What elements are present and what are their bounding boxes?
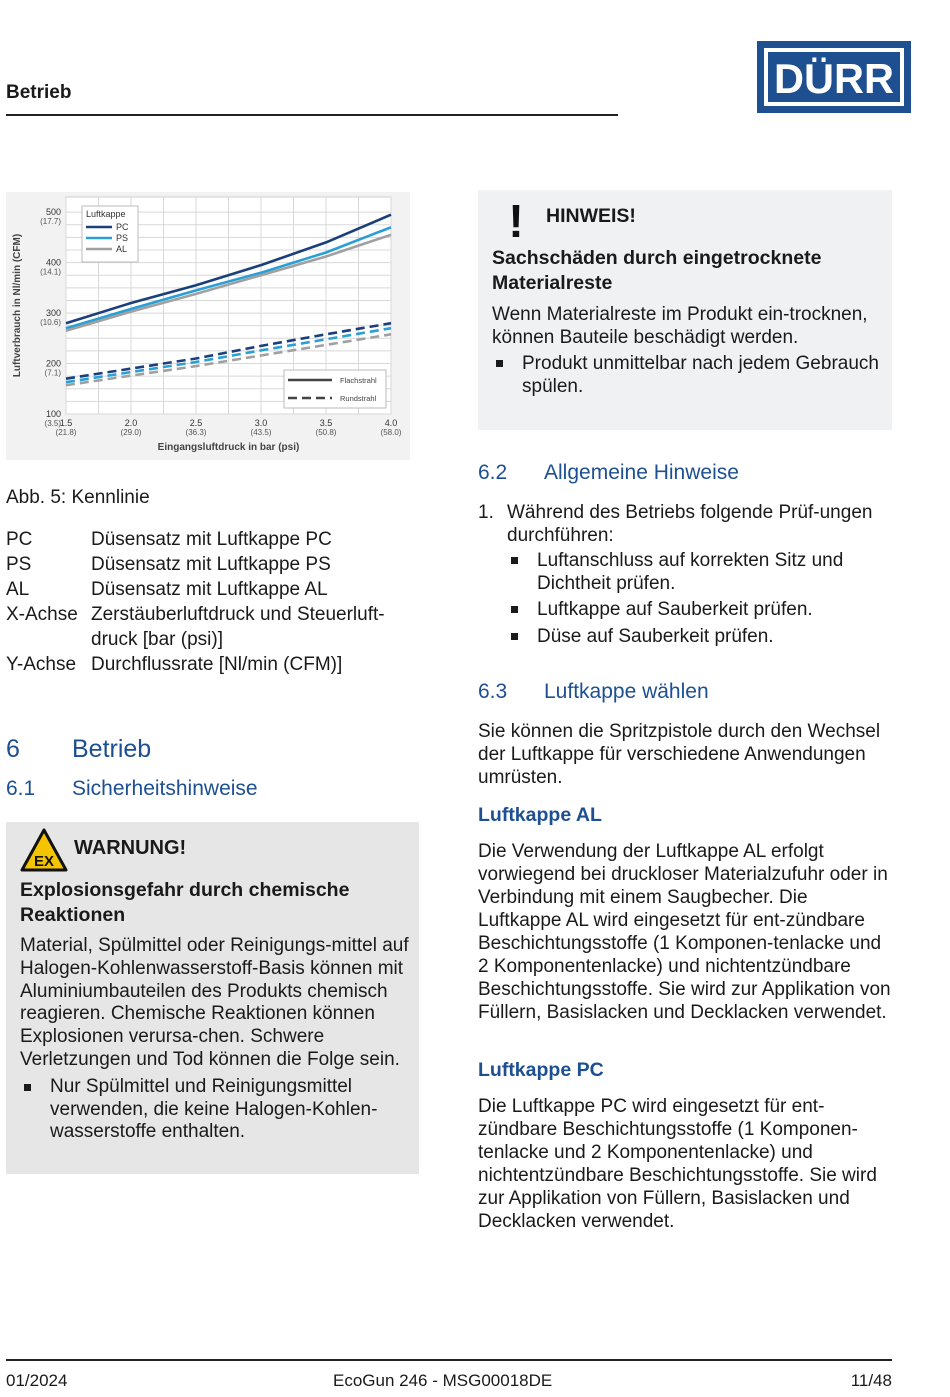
list-item: Luftkappe auf Sauberkeit prüfen.	[507, 598, 892, 621]
notice-body: Wenn Materialreste im Produkt ein-trocknen, können Bauteile beschädigt werden.	[492, 304, 868, 348]
explosion-warning-icon	[19, 827, 69, 873]
luftkappe-al-heading: Luftkappe AL	[478, 804, 602, 826]
legend-row-y-axis	[6, 652, 421, 677]
y-tick-sublabel: (17.7)	[40, 217, 61, 227]
warning-label: WARNUNG!	[74, 837, 187, 859]
notice-label: HINWEIS!	[546, 205, 636, 227]
list-item: Düse auf Sauberkeit prüfen.	[507, 625, 892, 648]
x-tick-sublabel: (36.3)	[185, 428, 207, 437]
x-tick-sublabel: (58.0)	[380, 428, 402, 437]
style-legend-flachstrahl: Flachstrahl	[340, 376, 377, 385]
y-tick-label: 300	[45, 308, 61, 319]
style-legend-rundstrahl: Rundstrahl	[340, 394, 377, 403]
legend-entry-ps: PS	[116, 233, 129, 243]
warning-body: Material, Spülmittel oder Reinigungs-mittel auf Halogen-Kohlenwasserstoff-Basis können mit Aluminiumbauteilen des Produkts chemisch reagieren. Chemische Reaktionen können Explosionen verursa-chen. Schwere Verletzungen und Tod können die Folge sein.	[20, 935, 409, 1070]
chart-svg	[6, 192, 410, 460]
footer-document-id: EcoGun 246 - MSG00018DE	[333, 1371, 553, 1390]
kennlinie-chart	[6, 192, 410, 460]
notice-icon-text: !	[508, 197, 524, 241]
legend-value: Düsensatz mit Luftkappe PS	[91, 554, 331, 575]
footer-divider	[6, 1359, 892, 1361]
warning-bullet: Nur Spülmittel und Reinigungsmittel verwenden, die keine Halogen-Kohlen-wasserstoffe enthalten.	[20, 1076, 415, 1144]
legend-key: PC	[6, 529, 33, 550]
legend-value: Durchflussrate [Nl/min (CFM)]	[91, 654, 343, 675]
x-tick-label: 2.5	[189, 418, 203, 428]
warning-body-block	[20, 935, 415, 1144]
notice-bullet: Produkt unmittelbar nach jedem Gebrauch spülen.	[492, 352, 887, 398]
luftkappe-pc-text: Die Luftkappe PC wird eingesetzt für ent-zündbare Beschichtungsstoffe (1 Komponen-tenlacke und 2 Komponentenlacke) und nichtentzündbare Beschichtungsstoffe. Sie wird zur Applikation von Füllern, Basislacken und Decklacken verwendet.	[478, 1096, 877, 1232]
legend-value: Düsensatz mit Luftkappe AL	[91, 579, 328, 600]
y-tick-label: 400	[45, 257, 61, 268]
section-heading-6-1	[6, 777, 258, 801]
legend-title: Luftkappe	[86, 209, 126, 219]
x-tick-label: 4.0	[384, 418, 398, 428]
list-item-number: 1.	[478, 502, 494, 523]
figure-legend-table	[6, 527, 421, 677]
y-tick-sublabel: (14.1)	[40, 267, 61, 277]
legend-row-x-axis	[6, 602, 421, 652]
y-tick-sublabel: (3.5)	[44, 419, 61, 428]
section-heading-6-2	[478, 461, 739, 485]
ordered-list-item	[478, 501, 892, 547]
warning-box	[6, 822, 419, 1174]
x-tick-sublabel: (43.5)	[250, 428, 272, 437]
section-number: 6.3	[478, 680, 508, 703]
x-tick-label: 3.0	[254, 418, 268, 428]
section-6-2-list	[478, 501, 892, 648]
legend-value: Düsensatz mit Luftkappe PC	[91, 529, 332, 550]
x-tick-sublabel: (50.8)	[315, 428, 337, 437]
legend-row-ps	[6, 552, 421, 577]
legend-row-al	[6, 577, 421, 602]
list-item: Luftanschluss auf korrekten Sitz und Dichtheit prüfen.	[507, 549, 892, 595]
notice-box	[478, 190, 892, 430]
exclamation-icon	[506, 197, 526, 241]
footer-page-number: 11/48	[850, 1371, 892, 1390]
chapter-heading	[6, 735, 151, 764]
section-heading-6-3	[478, 680, 709, 704]
y-axis-label: Luftverbrauch in Nl/min (CFM)	[12, 233, 23, 378]
notice-body-block	[492, 303, 887, 398]
legend-value: Zerstäuberluftdruck und Steuerluft-druck [bar (psi)]	[91, 604, 385, 650]
warning-heading: Explosionsgefahr durch chemische Reaktionen	[20, 879, 350, 926]
check-bullet-list	[478, 549, 892, 648]
x-tick-sublabel: (29.0)	[120, 428, 142, 437]
chapter-number: 6	[6, 735, 20, 763]
y-tick-label: 500	[45, 207, 61, 218]
chapter-title: Betrieb	[72, 735, 152, 763]
y-tick-label: 100	[45, 409, 61, 419]
footer-date: 01/2024	[6, 1371, 68, 1390]
y-tick-sublabel: (7.1)	[44, 368, 61, 378]
y-tick-label: 200	[45, 358, 61, 369]
figure-caption: Abb. 5: Kennlinie	[6, 487, 150, 508]
legend-entry-al: AL	[116, 244, 128, 254]
notice-heading: Sachschäden durch eingetrocknete Materialreste	[492, 247, 822, 294]
list-item-text: Während des Betriebs folgende Prüf-ungen durchführen:	[507, 502, 873, 546]
x-axis-label: Eingangsluftdruck in bar (psi)	[157, 442, 300, 453]
section-title: Allgemeine Hinweise	[544, 461, 739, 484]
legend-key: AL	[6, 579, 30, 600]
luftkappe-pc-heading: Luftkappe PC	[478, 1059, 604, 1081]
section-number: 6.2	[478, 461, 508, 484]
x-tick-label: 3.5	[319, 418, 333, 428]
y-tick-sublabel: (10.6)	[40, 318, 61, 328]
header-divider	[6, 114, 618, 116]
x-tick-label: 2.0	[124, 418, 138, 428]
legend-key: Y-Achse	[6, 654, 77, 675]
x-tick-sublabel: (21.8)	[55, 428, 77, 437]
section-6-3-intro: Sie können die Spritzpistole durch den Wechsel der Luftkappe für verschiedene Anwendungen umrüsten.	[478, 721, 881, 788]
section-number: 6.1	[6, 777, 36, 800]
header-section-title: Betrieb	[6, 82, 72, 103]
durr-logo	[757, 41, 911, 113]
legend-key: X-Achse	[6, 604, 78, 625]
luftkappe-al-text: Die Verwendung der Luftkappe AL erfolgt vorwiegend bei druckloser Materialzufuhr oder in Verbindung mit einem Saugbecher. Die Luftkappe AL wird eingesetzt für ent-zündbare Beschichtungsstoffe (1 Komponen-tenlacke und 2 Komponentenlacke) und nichtentzündbare Beschichtungsstoffe. Sie wird zur Applikation von Füllern, Basislacken und Decklacken verwendet.	[478, 841, 891, 1023]
legend-row-pc	[6, 527, 421, 552]
section-title: Sicherheitshinweise	[72, 777, 258, 800]
warning-icon-text: EX	[33, 853, 55, 870]
legend-key: PS	[6, 554, 32, 575]
legend-entry-pc: PC	[116, 222, 129, 232]
x-tick-label: 1.5	[59, 418, 73, 428]
section-title: Luftkappe wählen	[544, 680, 709, 703]
logo-text: DÜRR	[774, 55, 894, 102]
